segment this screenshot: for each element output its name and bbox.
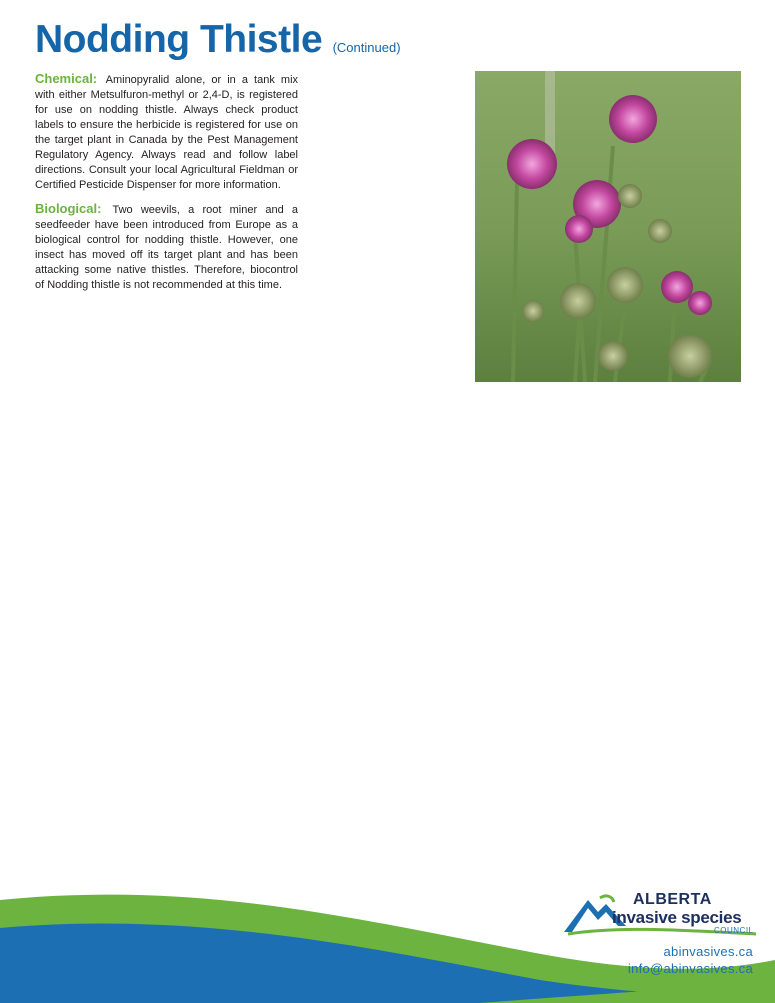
logo-line-alberta: ALBERTA bbox=[633, 891, 712, 908]
page-subtitle: (Continued) bbox=[332, 40, 401, 55]
logo-line-invasive: invasive species bbox=[612, 908, 742, 927]
logo-line-council: COUNCIL bbox=[714, 926, 754, 935]
section-heading-chemical: Chemical: bbox=[35, 71, 98, 86]
section-text-chemical: Aminopyralid alone, or in a tank mix with either Metsulfuron-methyl or 2,4-D, is registered for use on nodding thistle. Always check product labels to ensure the herbicide is registered for use on the target plant in Canada by the Pest Management Regulatory Agency. Always read and follow label directions. Consult your local Agricultural Fieldman or Certified Pesticide Dispenser for more information. bbox=[35, 74, 299, 191]
section-heading-biological: Biological: bbox=[35, 201, 102, 216]
content-column bbox=[35, 71, 298, 301]
section-text-biological: Two weevils, a root miner and a seedfeeder have been introduced from Europe as a biological control for nodding thistle. However, one insect has moved off its target plant and has been attacking some native thistles. Therefore, biocontrol of Nodding thistle is not recommended at this time. bbox=[35, 204, 299, 291]
page-header bbox=[35, 18, 401, 62]
website-link[interactable]: abinvasives.ca bbox=[663, 944, 753, 959]
email-link[interactable]: info@abinvasives.ca bbox=[627, 961, 753, 976]
page-title: Nodding Thistle bbox=[35, 18, 323, 61]
thistle-photo bbox=[475, 71, 741, 382]
section-chemical bbox=[35, 71, 298, 193]
section-biological bbox=[35, 201, 298, 293]
